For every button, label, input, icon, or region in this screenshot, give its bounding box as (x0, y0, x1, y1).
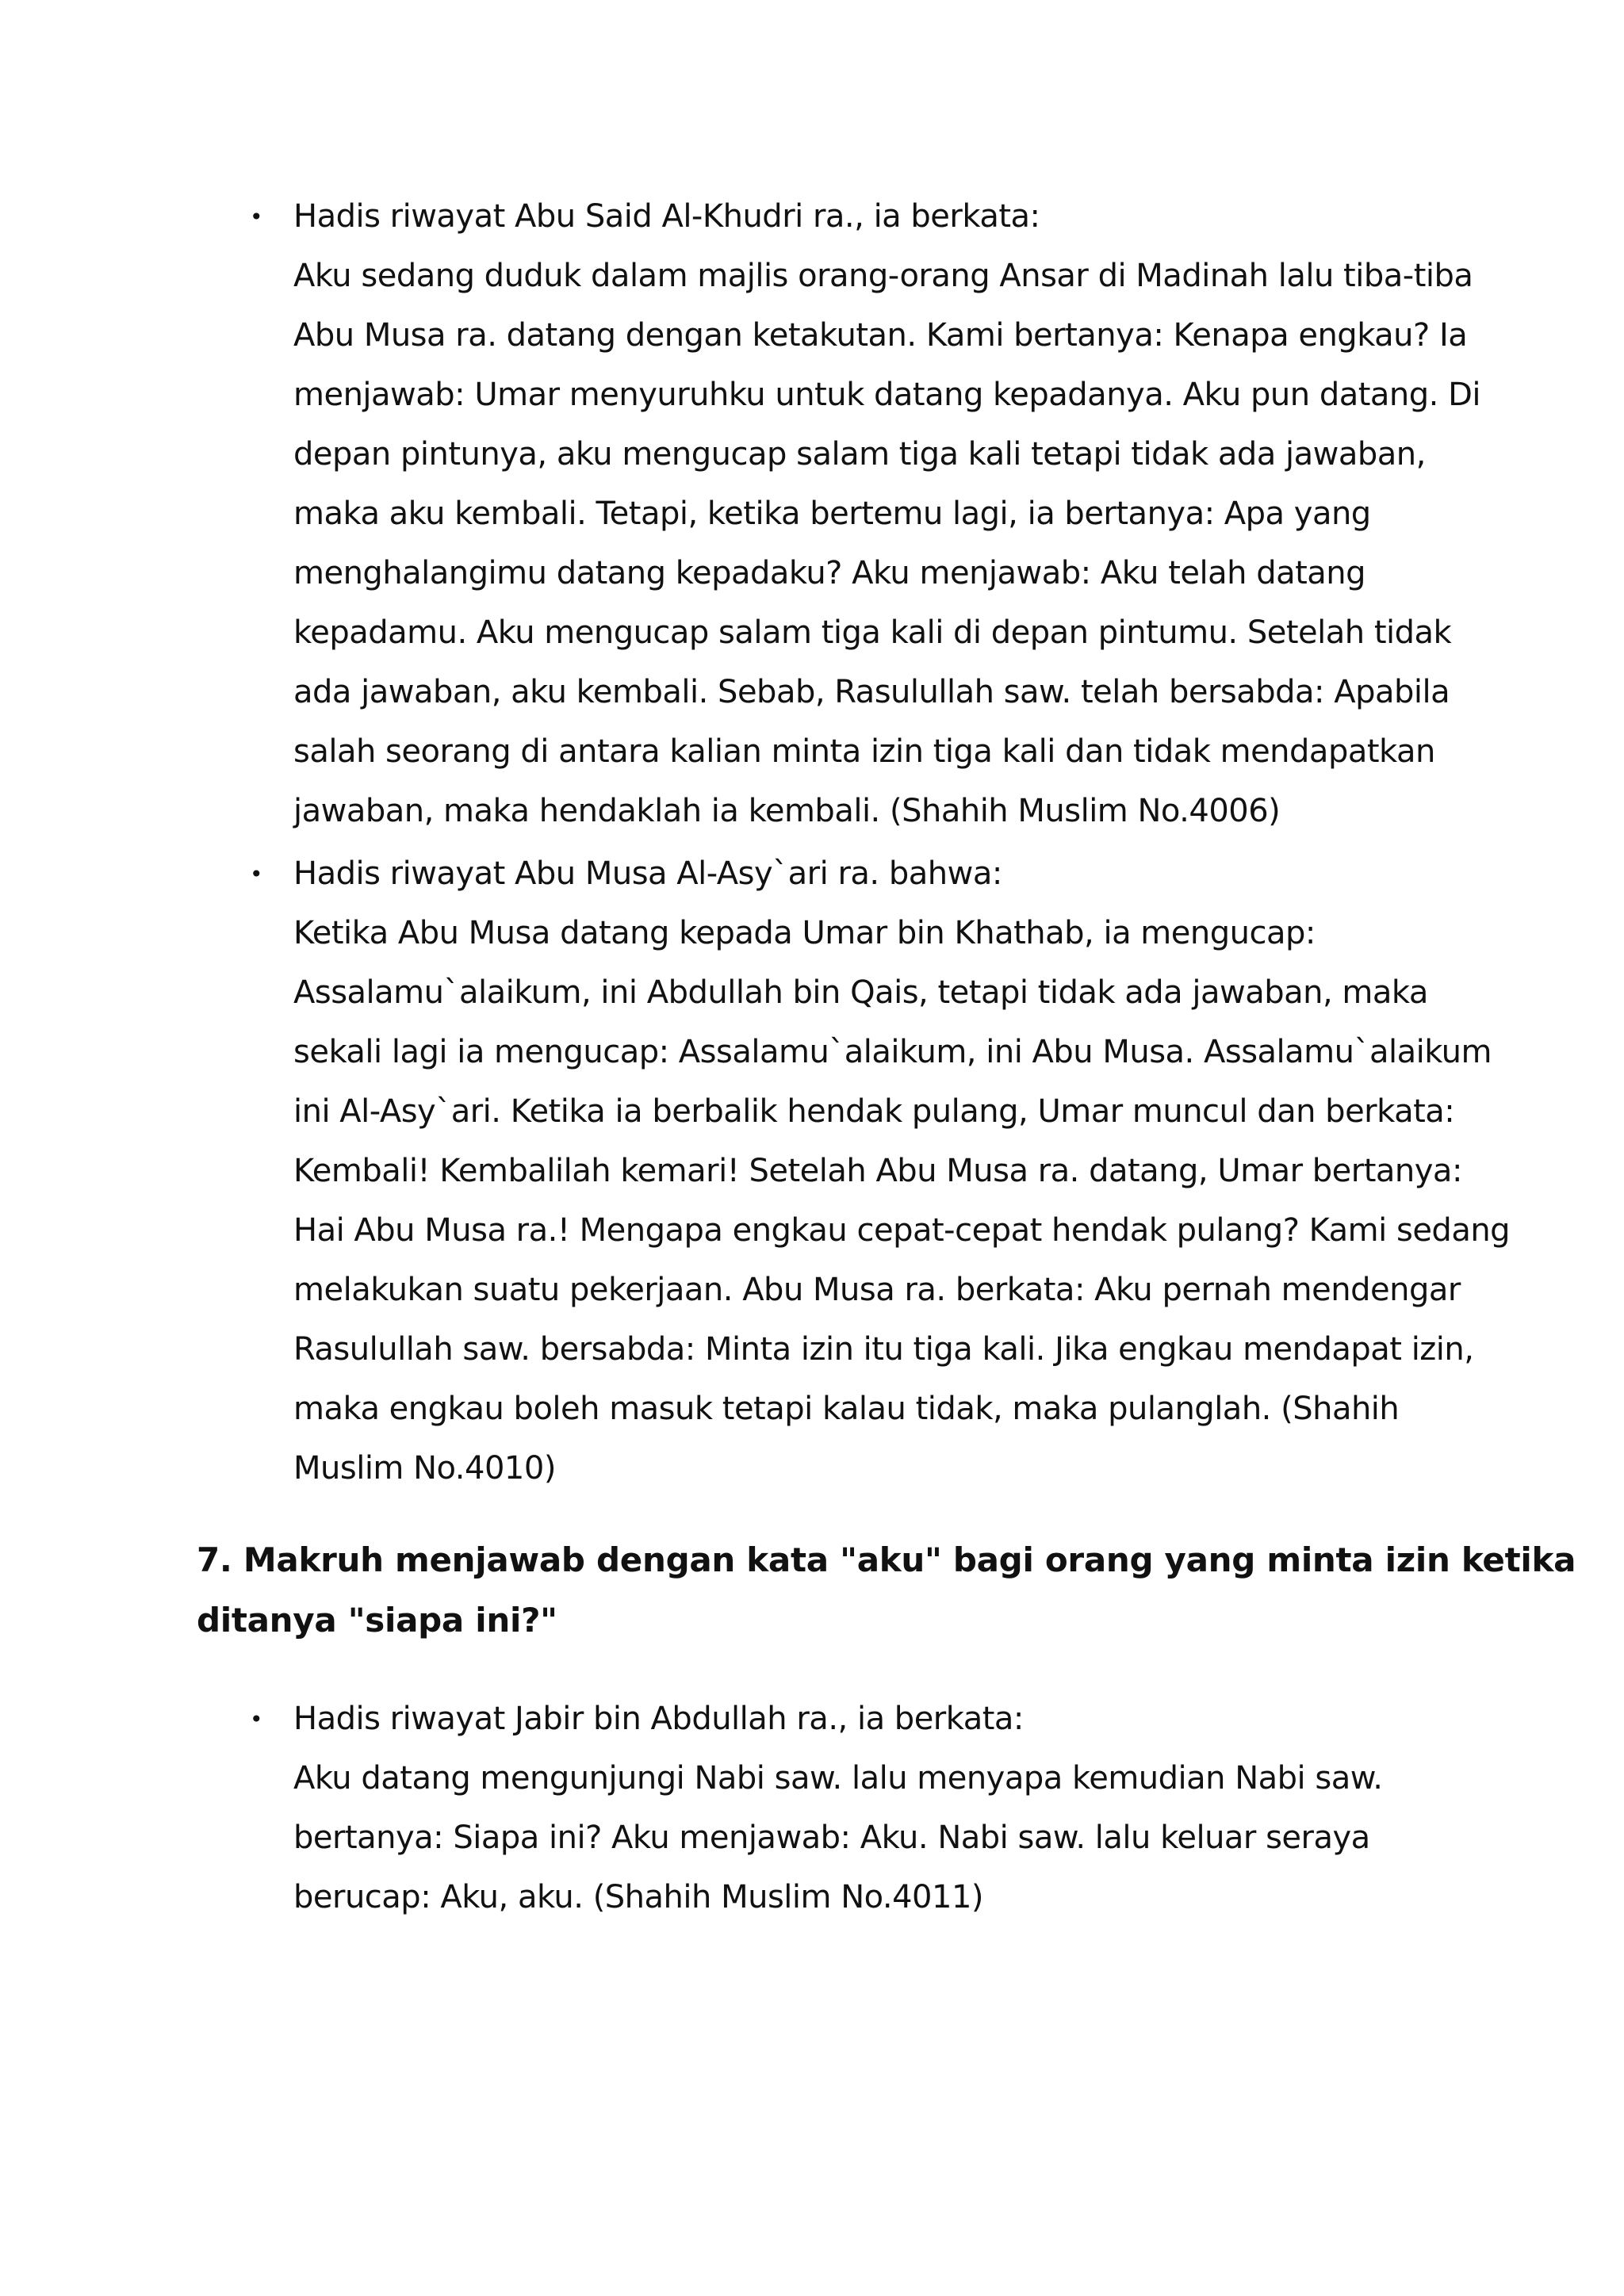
hadith-text-line: Kembali! Kembalilah kemari! Setelah Abu Musa ra. datang, Umar bertanya: (293, 1153, 1462, 1189)
hadith-text-line: Aku datang mengunjungi Nabi saw. lalu menyapa kemudian Nabi saw. (293, 1760, 1383, 1797)
hadith-entry-abu-said (250, 187, 1481, 841)
hadith-text-line: menghalangimu datang kepadaku? Aku menjawab: Aku telah datang (293, 555, 1366, 591)
hadith-text-line: maka aku kembali. Tetapi, ketika bertemu lagi, ia bertanya: Apa yang (293, 496, 1371, 532)
hadith-text-line: bertanya: Siapa ini? Aku menjawab: Aku. Nabi saw. lalu keluar seraya (293, 1820, 1370, 1856)
section-heading-line: 7. Makruh menjawab dengan kata "aku" bagi orang yang minta izin ketika (197, 1540, 1576, 1579)
hadith-text-line: maka engkau boleh masuk tetapi kalau tidak, maka pulanglah. (Shahih (293, 1391, 1400, 1427)
hadith-text-line: kepadamu. Aku mengucap salam tiga kali di depan pintumu. Setelah tidak (293, 614, 1452, 651)
hadith-title: Hadis riwayat Abu Musa Al-Asy`ari ra. bahwa: (293, 855, 1002, 892)
hadith-text-line: jawaban, maka hendaklah ia kembali. (Shahih Muslim No.4006) (293, 793, 1281, 829)
bullet-icon: • (250, 861, 263, 887)
hadith-text-line: menjawab: Umar menyuruhku untuk datang kepadanya. Aku pun datang. Di (293, 377, 1481, 413)
hadith-text-line: depan pintunya, aku mengucap salam tiga kali tetapi tidak ada jawaban, (293, 436, 1426, 473)
hadith-text-line: Rasulullah saw. bersabda: Minta izin itu tiga kali. Jika engkau mendapat izin, (293, 1331, 1474, 1368)
hadith-title: Hadis riwayat Abu Said Al-Khudri ra., ia berkata: (293, 198, 1040, 235)
hadith-text-line: berucap: Aku, aku. (Shahih Muslim No.4011) (293, 1879, 983, 1915)
section-heading-line: ditanya "siapa ini?" (197, 1601, 557, 1640)
hadith-entry-abu-musa (250, 844, 1511, 1498)
hadith-text-line: Abu Musa ra. datang dengan ketakutan. Kami bertanya: Kenapa engkau? Ia (293, 317, 1468, 354)
bullet-icon: • (250, 1706, 263, 1732)
hadith-text-line: melakukan suatu pekerjaan. Abu Musa ra. berkata: Aku pernah mendengar (293, 1272, 1461, 1308)
hadith-title: Hadis riwayat Jabir bin Abdullah ra., ia berkata: (293, 1701, 1024, 1737)
hadith-text-line: salah seorang di antara kalian minta izin tiga kali dan tidak mendapatkan (293, 733, 1435, 770)
hadith-entry-jabir (250, 1689, 1435, 1927)
hadith-text-line: Aku sedang duduk dalam majlis orang-orang Ansar di Madinah lalu tiba-tiba (293, 258, 1473, 294)
hadith-text-line: Hai Abu Musa ra.! Mengapa engkau cepat-cepat hendak pulang? Kami sedang (293, 1212, 1511, 1249)
hadith-text-line: sekali lagi ia mengucap: Assalamu`alaikum, ini Abu Musa. Assalamu`alaikum (293, 1034, 1492, 1070)
hadith-text-line: Ketika Abu Musa datang kepada Umar bin Khathab, ia mengucap: (293, 915, 1316, 951)
section-heading (197, 1530, 1576, 1651)
hadith-text-line: ada jawaban, aku kembali. Sebab, Rasulullah saw. telah bersabda: Apabila (293, 674, 1450, 710)
hadith-text-line: ini Al-Asy`ari. Ketika ia berbalik hendak pulang, Umar muncul dan berkata: (293, 1093, 1455, 1130)
hadith-text-line: Assalamu`alaikum, ini Abdullah bin Qais, tetapi tidak ada jawaban, maka (293, 974, 1428, 1011)
hadith-text-line: Muslim No.4010) (293, 1450, 556, 1487)
bullet-icon: • (250, 204, 263, 230)
